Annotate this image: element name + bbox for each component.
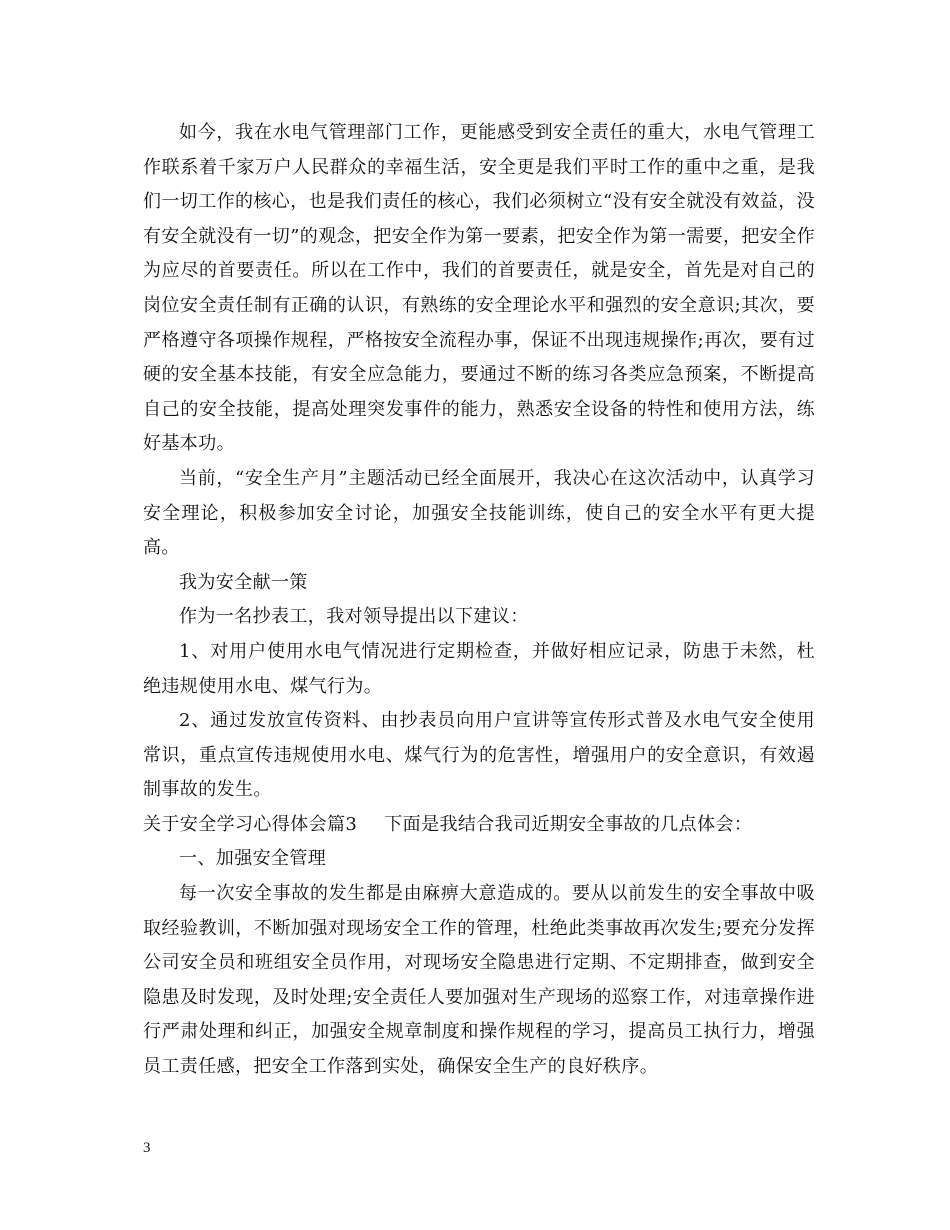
paragraph-management: 每一次安全事故的发生都是由麻痹大意造成的。要从以前发生的安全事故中吸取经验教训，不断加强对现场安全工作的管理，杜绝此类事故再次发生;要充分发挥公司安全员和班组安全员作用，对现场安全隐患进行定期、不定期排查，做到安全隐患及时发现，及时处理;安全责任人要加强对生产现场的巡察工作，对违章操作进行严肃处理和纠正，加强安全规章制度和操作规程的学习，提高员工执行力，增强员工责任感，把安全工作落到实处，确保安全生产的良好秩序。 <box>143 883 815 1078</box>
suggestion-item-2: 2、通过发放宣传资料、由抄表员向用户宣讲等宣传形式普及水电气安全使用常识，重点宣传违规使用水电、煤气行为的危害性，增强用户的安全意识，有效遏制事故的发生。 <box>143 710 815 801</box>
document-body <box>143 116 815 1085</box>
subheading-management: 一、加强安全管理 <box>179 848 327 870</box>
section-lead: 下面是我结合我司近期安全事故的几点体会： <box>384 813 753 835</box>
suggestion-item-1: 1、对用户使用水电气情况进行定期检查，并做好相应记录，防患于未然，杜绝违规使用水电、煤气行为。 <box>143 640 815 697</box>
paragraph-responsibility: 如今，我在水电气管理部门工作，更能感受到安全责任的重大，水电气管理工作联系着千家万户人民群众的幸福生活，安全更是我们平时工作的重中之重，是我们一切工作的核心，也是我们责任的核心，我们必须树立“没有安全就没有效益，没有安全就没有一切”的观念，把安全作为第一要素，把安全作为第一需要，把安全作为应尽的首要责任。所以在工作中，我们的首要责任，就是安全，首先是对自己的岗位安全责任制有正确的认识，有熟练的安全理论水平和强烈的安全意识;其次，要严格遵守各项操作规程，严格按安全流程办事，保证不出现违规操作;再次，要有过硬的安全基本技能，有安全应急能力，要通过不断的练习各类应急预案，不断提高自己的安全技能，提高处理突发事件的能力，熟悉安全设备的特性和使用方法，练好基本功。 <box>143 122 815 455</box>
paragraph-intro-suggestions: 作为一名抄表工，我对领导提出以下建议： <box>179 606 529 628</box>
section-heading-line <box>143 808 815 843</box>
subheading-suggestion: 我为安全献一策 <box>179 571 308 593</box>
page-number: 3 <box>143 1140 151 1156</box>
paragraph-safety-month: 当前，“安全生产月”主题活动已经全面展开，我决心在这次活动中，认真学习安全理论，积极参加安全讨论，加强安全技能训练，使自己的安全水平有更大提高。 <box>143 467 815 559</box>
section-title: 关于安全学习心得体会篇3 <box>143 813 358 835</box>
